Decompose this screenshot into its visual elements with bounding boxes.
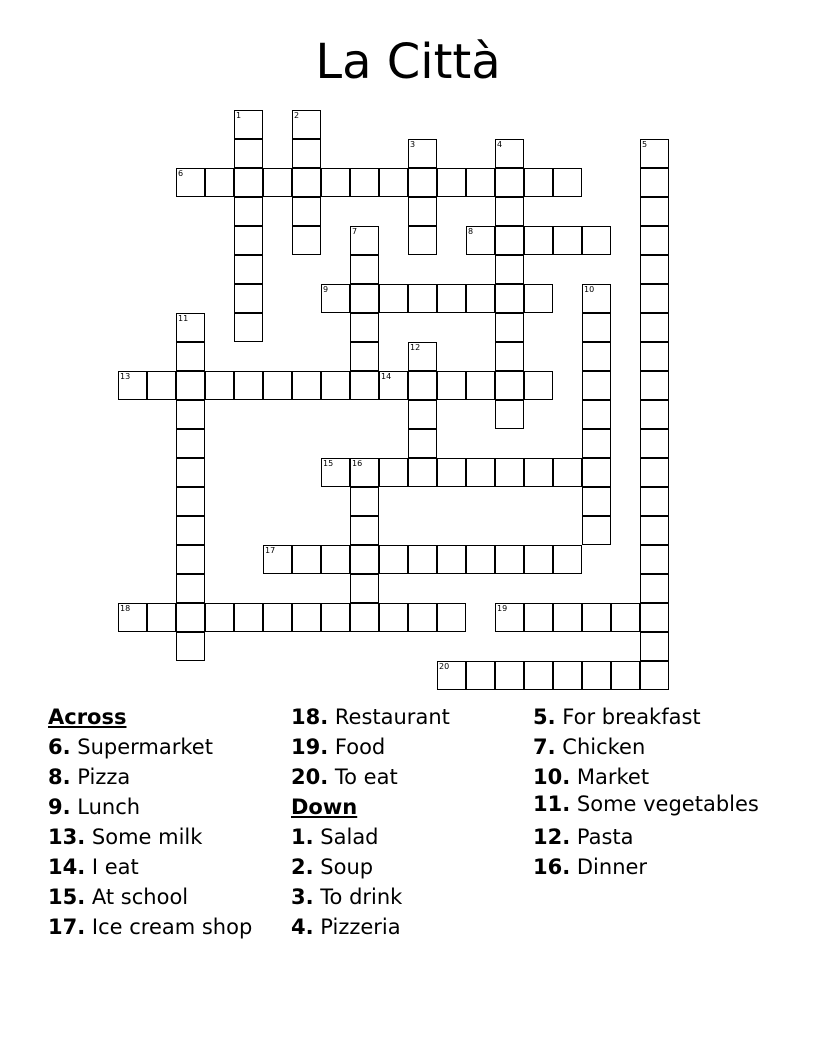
clue-down-3 [291, 882, 450, 912]
cell-number: 18 [120, 604, 131, 613]
clue-across-14 [48, 852, 252, 882]
grid-cell[interactable] [495, 661, 524, 690]
grid-cell[interactable] [292, 545, 321, 574]
grid-cell[interactable] [408, 371, 437, 400]
clue-text: Pasta [576, 825, 634, 849]
grid-cell[interactable] [640, 400, 669, 429]
grid-cell[interactable] [524, 661, 553, 690]
grid-cell[interactable] [408, 139, 437, 168]
grid-cell[interactable] [466, 661, 495, 690]
clue-text: I eat [91, 855, 139, 879]
grid-cell[interactable] [263, 603, 292, 632]
clue-column-1 [48, 702, 252, 942]
grid-cell[interactable] [466, 284, 495, 313]
clue-number: 6. [48, 735, 71, 759]
grid-cell[interactable] [321, 545, 350, 574]
grid-cell[interactable] [437, 603, 466, 632]
clue-down-4 [291, 912, 450, 942]
cell-number: 12 [410, 343, 421, 352]
clue-column-3 [533, 702, 773, 882]
grid-cell[interactable] [582, 487, 611, 516]
clue-number: 9. [48, 795, 71, 819]
clue-number: 5. [533, 705, 556, 729]
grid-cell[interactable] [205, 603, 234, 632]
cell-number: 4 [497, 140, 503, 149]
cell-number: 11 [178, 314, 189, 323]
clue-text: Ice cream shop [91, 915, 253, 939]
grid-cell[interactable] [582, 429, 611, 458]
clue-number: 18. [291, 705, 329, 729]
grid-cell[interactable] [640, 458, 669, 487]
grid-cell[interactable] [495, 400, 524, 429]
grid-cell[interactable] [553, 545, 582, 574]
clue-across-6 [48, 732, 252, 762]
grid-cell[interactable] [408, 545, 437, 574]
grid-cell[interactable] [524, 458, 553, 487]
clue-text: Some milk [91, 825, 203, 849]
clue-down-5 [533, 702, 773, 732]
clue-across-15 [48, 882, 252, 912]
grid-cell[interactable] [321, 168, 350, 197]
grid-cell[interactable] [147, 371, 176, 400]
grid-cell[interactable] [292, 603, 321, 632]
clue-number: 13. [48, 825, 86, 849]
clue-number: 12. [533, 825, 571, 849]
clue-number: 10. [533, 765, 571, 789]
grid-cell[interactable] [176, 603, 205, 632]
grid-cell[interactable] [495, 197, 524, 226]
grid-cell[interactable] [350, 574, 379, 603]
grid-cell[interactable] [176, 574, 205, 603]
clue-across-8 [48, 762, 252, 792]
grid-cell[interactable] [437, 168, 466, 197]
grid-cell[interactable] [350, 168, 379, 197]
grid-cell[interactable] [379, 284, 408, 313]
grid-cell[interactable] [553, 458, 582, 487]
grid-cell[interactable] [408, 284, 437, 313]
clue-text: Food [334, 735, 386, 759]
grid-cell[interactable] [176, 458, 205, 487]
clue-number: 16. [533, 855, 571, 879]
cell-number: 7 [352, 227, 358, 236]
grid-cell[interactable] [350, 313, 379, 342]
cell-number: 17 [265, 546, 276, 555]
grid-cell[interactable] [350, 516, 379, 545]
clue-down-2 [291, 852, 450, 882]
clue-down-11 [533, 792, 773, 822]
grid-cell[interactable] [495, 458, 524, 487]
grid-cell[interactable] [640, 342, 669, 371]
cell-number: 8 [468, 227, 474, 236]
clue-across-20 [291, 762, 450, 792]
grid-cell[interactable] [495, 284, 524, 313]
grid-cell[interactable] [553, 603, 582, 632]
grid-cell[interactable] [234, 197, 263, 226]
grid-cell[interactable] [205, 371, 234, 400]
grid-cell[interactable] [408, 168, 437, 197]
grid-cell[interactable] [292, 226, 321, 255]
grid-cell[interactable] [582, 400, 611, 429]
grid-cell[interactable] [524, 603, 553, 632]
cell-number: 1 [236, 111, 242, 120]
grid-cell[interactable] [350, 371, 379, 400]
grid-cell[interactable] [640, 429, 669, 458]
grid-cell[interactable] [292, 371, 321, 400]
grid-cell[interactable] [379, 168, 408, 197]
cell-number: 20 [439, 662, 450, 671]
down-heading: Down [291, 795, 358, 819]
grid-cell[interactable] [234, 284, 263, 313]
grid-cell[interactable] [640, 574, 669, 603]
grid-cell[interactable] [408, 429, 437, 458]
grid-cell[interactable] [640, 545, 669, 574]
grid-cell[interactable] [176, 632, 205, 661]
grid-cell[interactable] [176, 487, 205, 516]
grid-cell[interactable] [408, 458, 437, 487]
grid-cell[interactable] [321, 603, 350, 632]
grid-cell[interactable] [582, 603, 611, 632]
grid-cell[interactable] [582, 313, 611, 342]
grid-cell[interactable] [495, 139, 524, 168]
grid-cell[interactable] [640, 255, 669, 284]
grid-cell[interactable] [582, 371, 611, 400]
grid-cell[interactable] [495, 545, 524, 574]
clue-number: 4. [291, 915, 314, 939]
clue-text: Salad [320, 825, 379, 849]
clue-column-2 [291, 702, 450, 942]
grid-cell[interactable] [408, 197, 437, 226]
cell-number: 13 [120, 372, 131, 381]
grid-cell[interactable] [176, 342, 205, 371]
cell-number: 3 [410, 140, 416, 149]
grid-cell[interactable] [640, 632, 669, 661]
clue-text: Lunch [77, 795, 141, 819]
grid-cell[interactable] [611, 661, 640, 690]
grid-cell[interactable] [640, 371, 669, 400]
grid-cell[interactable] [524, 284, 553, 313]
grid-cell[interactable] [176, 371, 205, 400]
cell-number: 2 [294, 111, 300, 120]
grid-cell[interactable] [640, 313, 669, 342]
grid-cell[interactable] [640, 487, 669, 516]
cell-number: 19 [497, 604, 508, 613]
cell-number: 9 [323, 285, 329, 294]
grid-cell[interactable] [582, 342, 611, 371]
grid-cell[interactable] [263, 168, 292, 197]
clue-text: Soup [320, 855, 374, 879]
grid-cell[interactable] [234, 226, 263, 255]
grid-cell[interactable] [466, 458, 495, 487]
grid-cell[interactable] [524, 371, 553, 400]
grid-cell[interactable] [263, 371, 292, 400]
clue-text: Market [576, 765, 650, 789]
grid-cell[interactable] [292, 139, 321, 168]
grid-cell[interactable] [234, 313, 263, 342]
grid-cell[interactable] [582, 458, 611, 487]
grid-cell[interactable] [176, 313, 205, 342]
grid-cell[interactable] [408, 603, 437, 632]
grid-cell[interactable] [205, 168, 234, 197]
clue-number: 3. [291, 885, 314, 909]
grid-cell[interactable] [437, 545, 466, 574]
grid-cell[interactable] [553, 168, 582, 197]
grid-cell[interactable] [495, 255, 524, 284]
clue-text: Chicken [562, 735, 646, 759]
puzzle-title: La Città [315, 34, 501, 90]
grid-cell[interactable] [553, 226, 582, 255]
clue-number: 17. [48, 915, 86, 939]
cell-number: 10 [584, 285, 595, 294]
grid-cell[interactable] [640, 226, 669, 255]
grid-cell[interactable] [640, 661, 669, 690]
grid-cell[interactable] [379, 545, 408, 574]
grid-cell[interactable] [582, 226, 611, 255]
grid-cell[interactable] [350, 342, 379, 371]
grid-cell[interactable] [582, 516, 611, 545]
grid-cell[interactable] [234, 371, 263, 400]
grid-cell[interactable] [118, 603, 147, 632]
grid-cell[interactable] [147, 603, 176, 632]
grid-cell[interactable] [495, 371, 524, 400]
grid-cell[interactable] [379, 371, 408, 400]
grid-cell[interactable] [234, 168, 263, 197]
grid-cell[interactable] [292, 110, 321, 139]
clue-text: For breakfast [562, 705, 701, 729]
grid-cell[interactable] [495, 168, 524, 197]
clue-text: At school [91, 885, 189, 909]
grid-cell[interactable] [321, 284, 350, 313]
clue-text: Some vegetables [576, 792, 759, 816]
grid-cell[interactable] [350, 545, 379, 574]
grid-cell[interactable] [350, 284, 379, 313]
across-heading: Across [48, 705, 127, 729]
grid-cell[interactable] [350, 603, 379, 632]
clue-number: 14. [48, 855, 86, 879]
clue-number: 15. [48, 885, 86, 909]
grid-cell[interactable] [466, 545, 495, 574]
cell-number: 5 [642, 140, 648, 149]
clue-down-16 [533, 852, 773, 882]
grid-cell[interactable] [437, 661, 466, 690]
grid-cell[interactable] [466, 371, 495, 400]
clue-number: 19. [291, 735, 329, 759]
clue-number: 2. [291, 855, 314, 879]
grid-cell[interactable] [582, 284, 611, 313]
cell-number: 16 [352, 459, 363, 468]
grid-cell[interactable] [640, 603, 669, 632]
grid-cell[interactable] [176, 400, 205, 429]
grid-cell[interactable] [437, 371, 466, 400]
clue-text: To eat [334, 765, 398, 789]
grid-cell[interactable] [437, 284, 466, 313]
grid-cell[interactable] [350, 458, 379, 487]
grid-cell[interactable] [234, 110, 263, 139]
clue-number: 7. [533, 735, 556, 759]
grid-cell[interactable] [321, 458, 350, 487]
clue-text: To drink [320, 885, 403, 909]
grid-cell[interactable] [640, 197, 669, 226]
grid-cell[interactable] [524, 226, 553, 255]
grid-cell[interactable] [350, 226, 379, 255]
clue-text: Dinner [576, 855, 648, 879]
grid-cell[interactable] [234, 139, 263, 168]
clue-down-12 [533, 822, 773, 852]
grid-cell[interactable] [234, 255, 263, 284]
clue-number: 8. [48, 765, 71, 789]
grid-cell[interactable] [408, 226, 437, 255]
grid-cell[interactable] [437, 458, 466, 487]
clue-text: Restaurant [334, 705, 450, 729]
grid-cell[interactable] [495, 603, 524, 632]
grid-cell[interactable] [176, 516, 205, 545]
clue-down-7 [533, 732, 773, 762]
grid-cell[interactable] [495, 342, 524, 371]
grid-cell[interactable] [466, 226, 495, 255]
grid-cell[interactable] [640, 168, 669, 197]
grid-cell[interactable] [524, 545, 553, 574]
grid-cell[interactable] [176, 168, 205, 197]
grid-cell[interactable] [176, 545, 205, 574]
grid-cell[interactable] [118, 371, 147, 400]
grid-cell[interactable] [321, 371, 350, 400]
grid-cell[interactable] [350, 487, 379, 516]
cell-number: 6 [178, 169, 184, 178]
grid-cell[interactable] [495, 313, 524, 342]
grid-cell[interactable] [495, 226, 524, 255]
grid-cell[interactable] [640, 516, 669, 545]
grid-cell[interactable] [553, 661, 582, 690]
grid-cell[interactable] [292, 168, 321, 197]
clue-text: Pizzeria [320, 915, 401, 939]
grid-cell[interactable] [408, 342, 437, 371]
clue-across-13 [48, 822, 252, 852]
clue-number: 1. [291, 825, 314, 849]
clue-across-17 [48, 912, 252, 942]
grid-cell[interactable] [582, 661, 611, 690]
clue-number: 11. [533, 792, 571, 816]
clue-down-1 [291, 822, 450, 852]
grid-cell[interactable] [292, 197, 321, 226]
clue-across-18 [291, 702, 450, 732]
clue-number: 20. [291, 765, 329, 789]
clue-across-19 [291, 732, 450, 762]
clue-text: Supermarket [77, 735, 213, 759]
clue-across-9 [48, 792, 252, 822]
grid-cell[interactable] [379, 603, 408, 632]
cell-number: 14 [381, 372, 392, 381]
clue-down-10 [533, 762, 773, 792]
grid-cell[interactable] [640, 139, 669, 168]
grid-cell[interactable] [611, 603, 640, 632]
clue-text: Pizza [77, 765, 131, 789]
grid-cell[interactable] [234, 603, 263, 632]
grid-cell[interactable] [408, 400, 437, 429]
grid-cell[interactable] [524, 168, 553, 197]
grid-cell[interactable] [350, 255, 379, 284]
grid-cell[interactable] [640, 284, 669, 313]
cell-number: 15 [323, 459, 334, 468]
grid-cell[interactable] [176, 429, 205, 458]
grid-cell[interactable] [466, 168, 495, 197]
grid-cell[interactable] [379, 458, 408, 487]
grid-cell[interactable] [263, 545, 292, 574]
